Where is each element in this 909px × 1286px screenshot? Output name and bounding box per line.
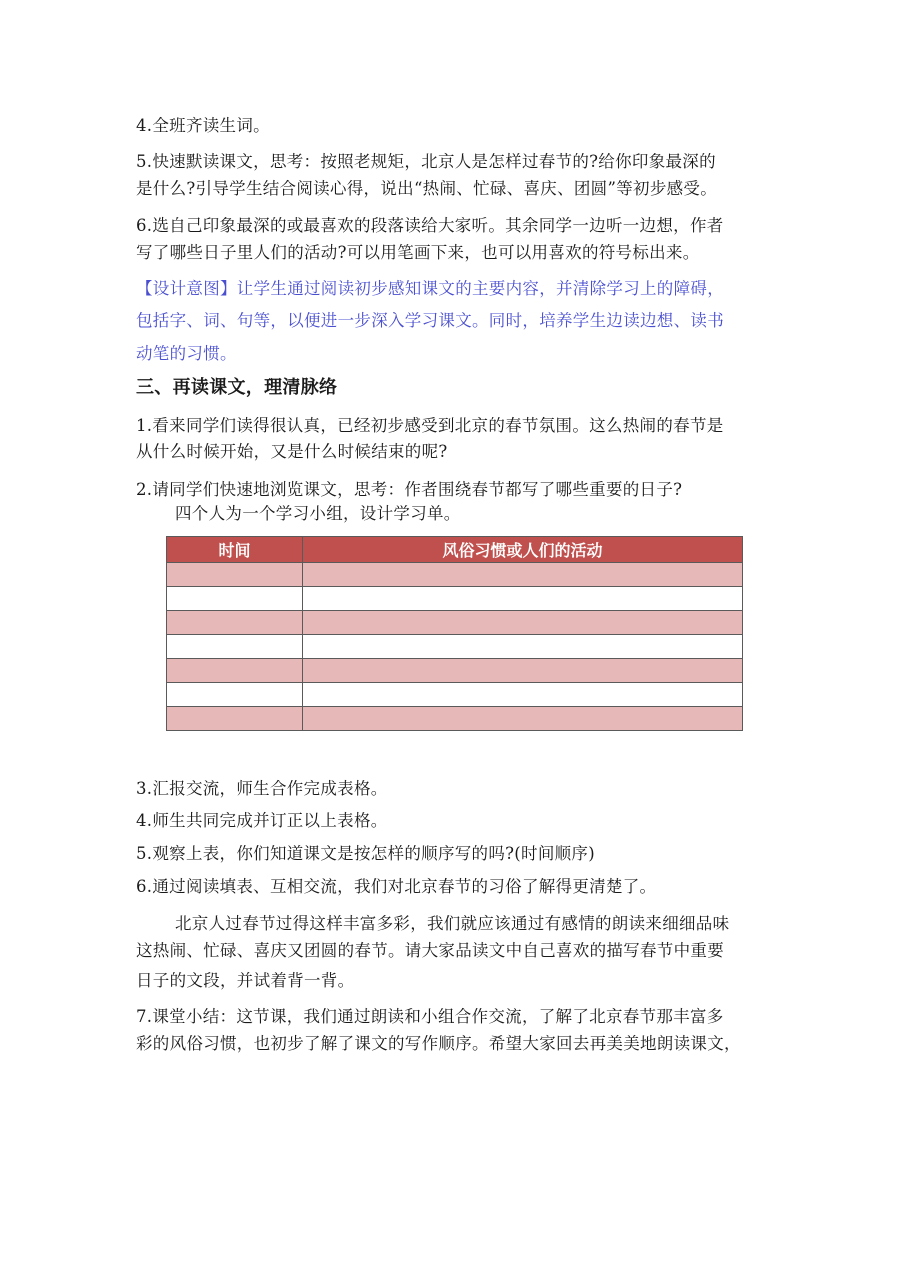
step-6b-text: 6.通过阅读填表、互相交流，我们对北京春节的习俗了解得更清楚了。 xyxy=(136,877,657,896)
step-5b-text: 5.观察上表，你们知道课文是按怎样的顺序写的吗?(时间顺序) xyxy=(136,844,595,863)
table-row xyxy=(167,683,743,707)
section-heading: 三、再读课文，理清脉络 xyxy=(136,377,338,398)
table-row xyxy=(167,611,743,635)
summary-line1: 7.课堂小结：这节课，我们通过朗读和小组合作交流，了解了北京春节那丰富多 xyxy=(136,1007,724,1026)
table-row xyxy=(167,707,743,731)
table-cell xyxy=(303,611,743,635)
table-row xyxy=(167,659,743,683)
table-row xyxy=(167,563,743,587)
step-2-text: 2.请同学们快速地浏览课文，思考：作者围绕春节都写了哪些重要的日子? xyxy=(136,480,683,499)
table-cell xyxy=(303,683,743,707)
step-1-text-line1: 1.看来同学们读得很认真，已经初步感受到北京的春节氛围。这么热闹的春节是 xyxy=(136,416,724,435)
table-header-activity: 风俗习惯或人们的活动 xyxy=(303,537,743,563)
table-cell xyxy=(167,587,303,611)
table-row xyxy=(167,587,743,611)
table-cell xyxy=(167,707,303,731)
table-header-row xyxy=(167,537,743,563)
step-4b-text: 4.师生共同完成并订正以上表格。 xyxy=(136,811,388,830)
table-cell xyxy=(303,707,743,731)
table-cell xyxy=(303,635,743,659)
summary-line2: 彩的风俗习惯，也初步了解了课文的写作顺序。希望大家回去再美美地朗读课文， xyxy=(136,1034,741,1053)
step-6-text-line2: 写了哪些日子里人们的活动?可以用笔画下来，也可以用喜欢的符号标出来。 xyxy=(136,243,700,262)
paragraph-line2: 这热闹、忙碌、喜庆又团圆的春节。请大家品读文中自己喜欢的描写春节中重要 xyxy=(136,941,724,960)
step-4-text: 4.全班齐读生词。 xyxy=(136,116,270,135)
table-cell xyxy=(303,659,743,683)
table-cell xyxy=(167,683,303,707)
study-sheet-table xyxy=(166,536,743,731)
step-3-text: 3.汇报交流，师生合作完成表格。 xyxy=(136,779,388,798)
design-intent-line1: 【设计意图】让学生通过阅读初步感知课文的主要内容，并清除学习上的障碍， xyxy=(136,279,724,298)
design-intent-line2: 包括字、词、句等，以便进一步深入学习课文。同时，培养学生边读边想、读书 xyxy=(136,311,724,330)
paragraph-line1: 北京人过春节过得这样丰富多彩，我们就应该通过有感情的朗读来细细品味 xyxy=(175,914,730,933)
step-5-text-line2: 是什么?引导学生结合阅读心得，说出“热闹、忙碌、喜庆、团圆”等初步感受。 xyxy=(136,179,718,198)
step-1-text-line2: 从什么时候开始，又是什么时候结束的呢? xyxy=(136,442,448,461)
table-cell xyxy=(303,563,743,587)
table-cell xyxy=(303,587,743,611)
step-5-text-line1: 5.快速默读课文，思考：按照老规矩，北京人是怎样过春节的?给你印象最深的 xyxy=(136,152,716,171)
design-intent-line3: 动笔的习惯。 xyxy=(136,344,237,363)
table-cell xyxy=(167,635,303,659)
table-cell xyxy=(167,659,303,683)
table-header-time: 时间 xyxy=(167,537,303,563)
step-6-text-line1: 6.选自己印象最深的或最喜欢的段落读给大家听。其余同学一边听一边想，作者 xyxy=(136,216,724,235)
table-row xyxy=(167,635,743,659)
table-cell xyxy=(167,611,303,635)
step-2-subtext: 四个人为一个学习小组，设计学习单。 xyxy=(175,504,461,523)
table-cell xyxy=(167,563,303,587)
paragraph-line3: 日子的文段，并试着背一背。 xyxy=(136,971,355,990)
